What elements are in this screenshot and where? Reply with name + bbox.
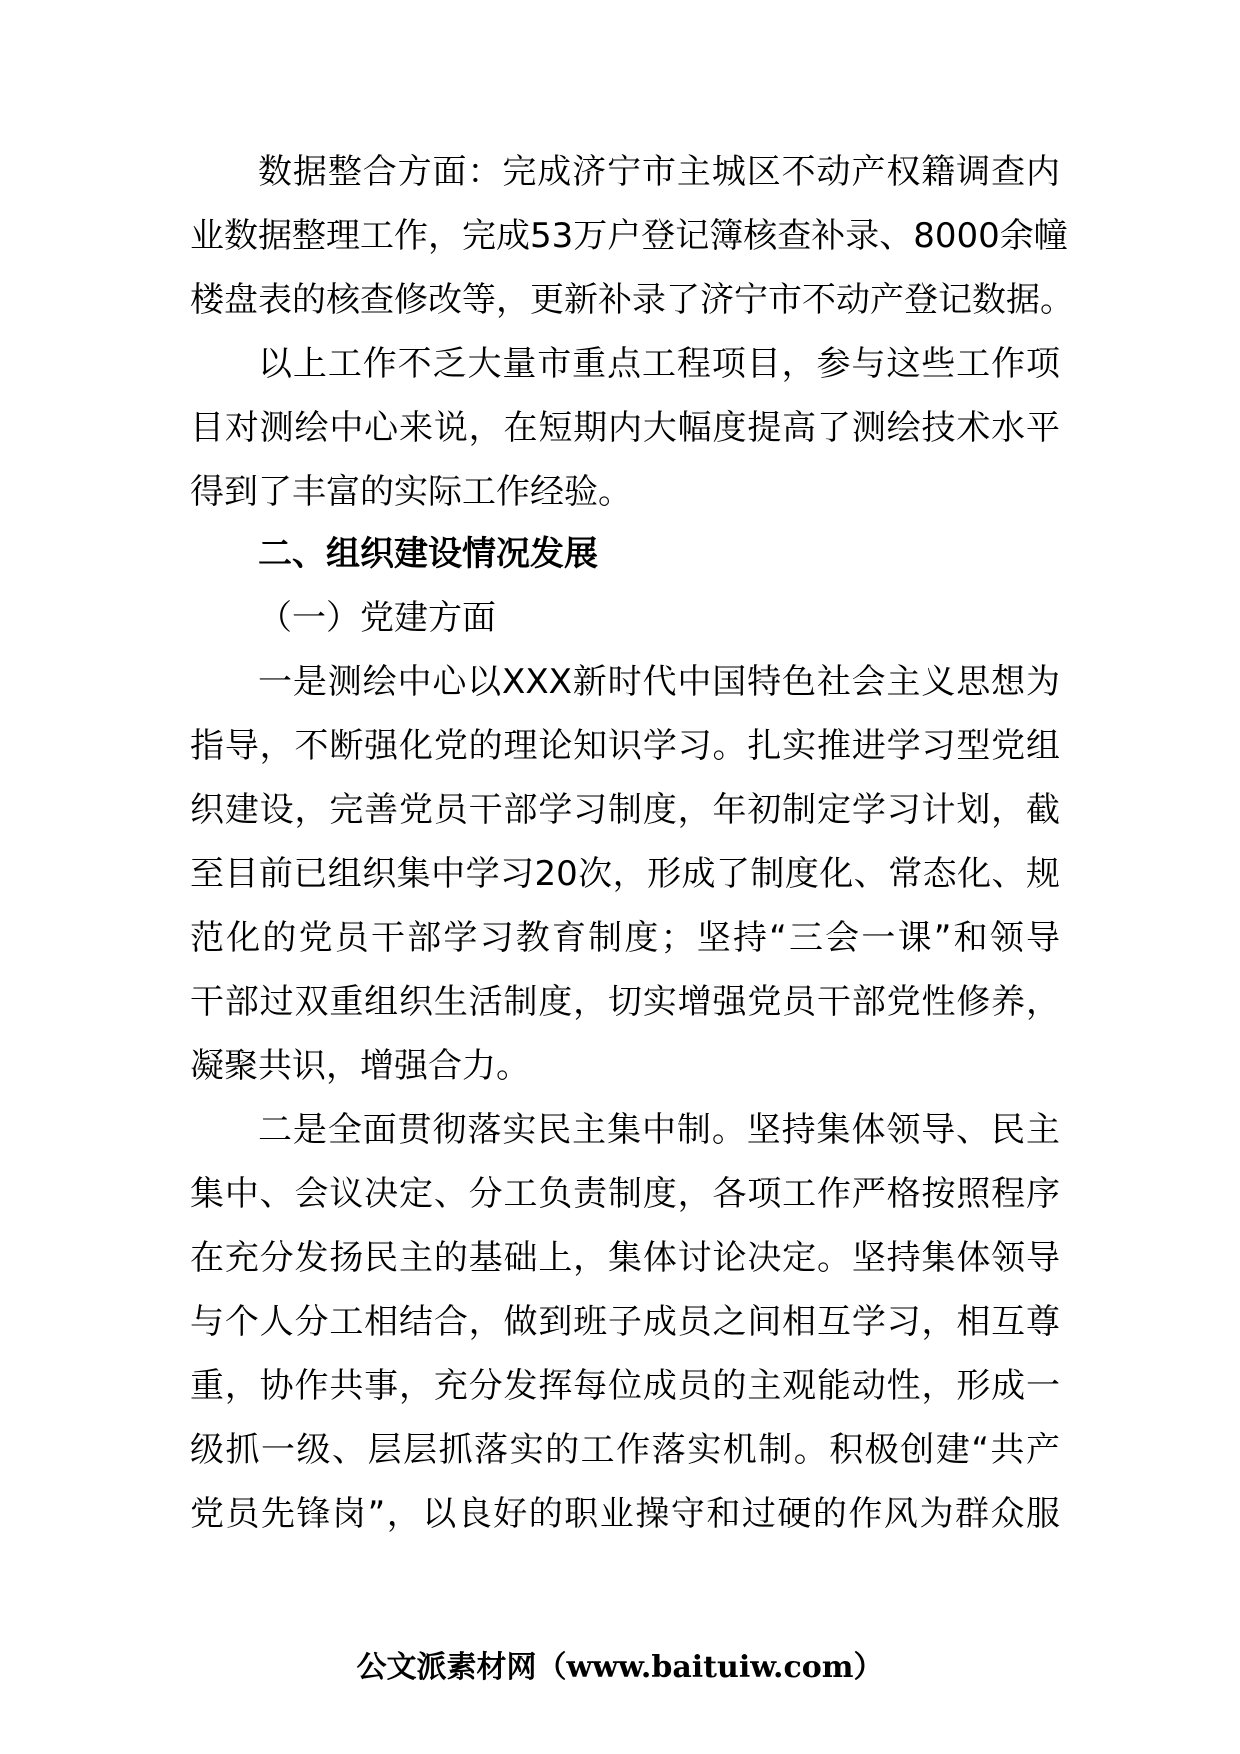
- paragraph-line: 在充分发扬民主的基础上，集体讨论决定。坚持集体领导: [190, 1238, 1060, 1278]
- paragraph-line: 织建设，完善党员干部学习制度，年初制定学习计划，截: [190, 790, 1060, 830]
- paragraph-line: 楼盘表的核查修改等，更新补录了济宁市不动产登记数据。: [190, 280, 1074, 320]
- footer-watermark: 公文派素材网（www.baituiw.com）: [356, 1650, 884, 1685]
- paragraph-line: 指导，不断强化党的理论知识学习。扎实推进学习型党组: [190, 726, 1060, 766]
- paragraph-line: 集中、会议决定、分工负责制度，各项工作严格按照程序: [190, 1174, 1060, 1214]
- paragraph-line: 得到了丰富的实际工作经验。: [190, 472, 632, 512]
- paragraph-line: 一是测绘中心以XXX新时代中国特色社会主义思想为: [258, 662, 1060, 702]
- paragraph-line: 干部过双重组织生活制度，切实增强党员干部党性修养，: [190, 982, 1060, 1022]
- subsection-heading: （一）党建方面: [258, 598, 496, 638]
- paragraph-line: 至目前已组织集中学习20次，形成了制度化、常态化、规: [190, 854, 1060, 894]
- paragraph-line: 二是全面贯彻落实民主集中制。坚持集体领导、民主: [258, 1110, 1060, 1150]
- paragraph-line: 目对测绘中心来说，在短期内大幅度提高了测绘技术水平: [190, 408, 1060, 448]
- paragraph-line: 凝聚共识，增强合力。: [190, 1046, 530, 1086]
- paragraph-line: 数据整合方面：完成济宁市主城区不动产权籍调查内: [258, 152, 1060, 192]
- paragraph-line: 与个人分工相结合，做到班子成员之间相互学习，相互尊: [190, 1302, 1060, 1342]
- paragraph-line: 级抓一级、层层抓落实的工作落实机制。积极创建“共产: [190, 1430, 1060, 1470]
- paragraph-line: 范化的党员干部学习教育制度；坚持“三会一课”和领导: [190, 918, 1060, 958]
- paragraph-line: 以上工作不乏大量市重点工程项目，参与这些工作项: [258, 344, 1060, 384]
- section-heading: 二、组织建设情况发展: [258, 534, 598, 574]
- paragraph-line: 党员先锋岗”，以良好的职业操守和过硬的作风为群众服: [190, 1494, 1060, 1534]
- paragraph-line: 重，协作共事，充分发挥每位成员的主观能动性，形成一: [190, 1366, 1060, 1406]
- paragraph-line: 业数据整理工作，完成53万户登记簿核查补录、8000余幢: [190, 216, 1068, 256]
